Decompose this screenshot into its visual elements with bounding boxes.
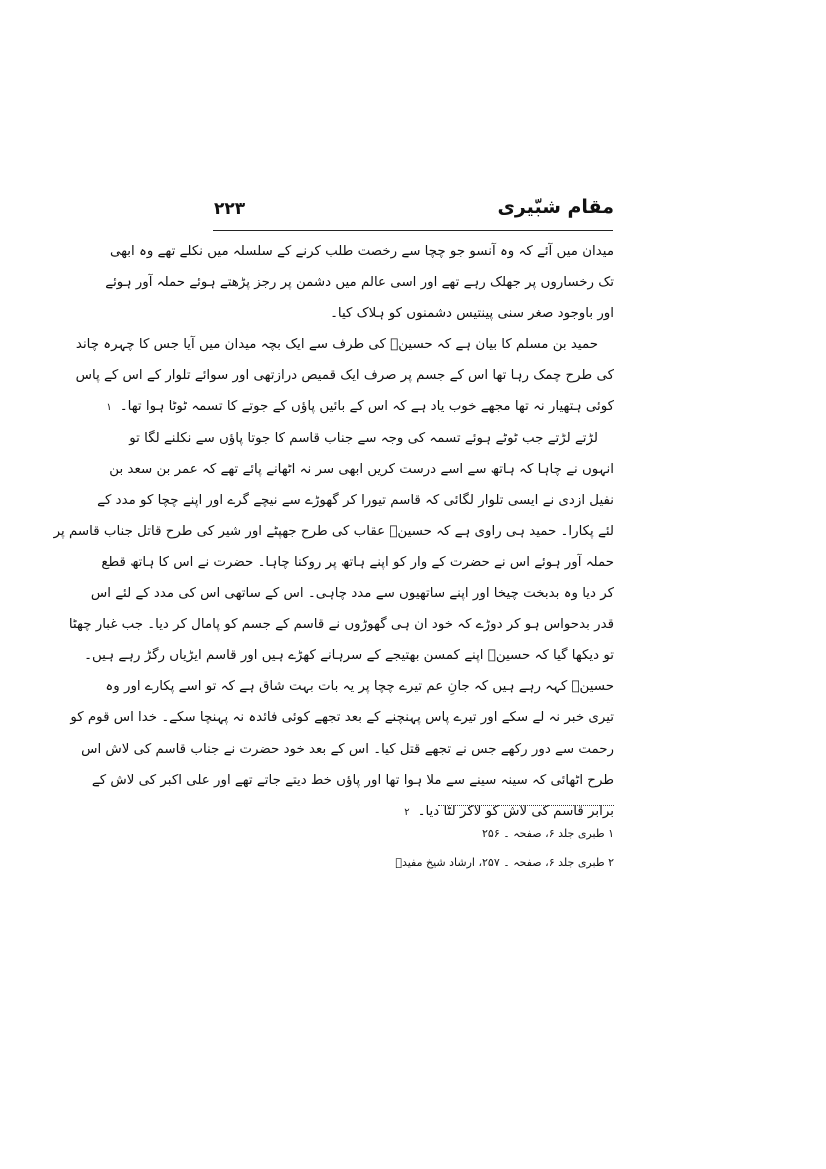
- text-line: تیری خبر نہ لے سکے اور تیرے پاس پہنچنے کے بعد تجھے کوئی فائدہ نہ پہنچا سکے۔ خدا اس قوم کو: [70, 710, 614, 726]
- text-line: حسینؑ کہہ رہے ہیں کہ جانِ عم تیرے چچا پر یہ بات بہت شاق ہے کہ تو اسے پکارے اور وہ: [105, 679, 614, 695]
- footnote-reference-2: ۲: [404, 806, 410, 818]
- text-line-content: برابر قاسم کی لاش کو لاکر لٹا دیا۔: [417, 803, 614, 819]
- text-line: لئے پکارا۔ حمید ہی راوی ہے کہ حسینؑ عقاب کی طرح جھپٹے اور شیر کی طرح قاتل جناب قاسم پر: [53, 523, 614, 539]
- text-line: تو دیکھا گیا کہ حسینؑ اپنے کمسن بھتیجے کے سرہانے کھڑے ہیں اور قاسم ایڑیاں رگڑ رہے ہیں۔: [84, 648, 614, 664]
- page-number: ۲۲۳: [214, 199, 246, 219]
- text-line: رحمت سے دور رکھے جس نے تجھے قتل کیا۔ اس کے بعد خود حضرت نے جناب قاسم کی لاش اس: [81, 741, 614, 757]
- text-line: حمید بن مسلم کا بیان ہے کہ حسینؑ کی طرف سے ایک بچہ میدان میں آیا جس کا چہرہ چاند: [75, 337, 598, 353]
- footnote-divider: [438, 805, 614, 806]
- text-line: قدر بدحواس ہو کر دوڑے کہ خود ان ہی گھوڑوں نے قاسم کے جسم کو پامال کر دیا۔ جب غبار چھٹا: [68, 617, 614, 633]
- text-line: حملہ آور ہوئے اس نے حضرت کے وار کو اپنے ہاتھ پر روکنا چاہا۔ حضرت نے اس کا ہاتھ قطع: [101, 554, 614, 570]
- text-line-content: کوئی ہتھیار نہ تھا مجھے خوب یاد ہے کہ اس کے بائیں پاؤں کے جوتے کا تسمہ ٹوٹا ہوا تھا۔: [119, 399, 614, 415]
- text-line: نفیل ازدی نے ایسی تلوار لگائی کہ قاسم تیورا کر گھوڑے سے نیچے گرے اور اپنے چچا کو مدد کے: [97, 492, 614, 508]
- footnote-1: ۱ طبری جلد ۶، صفحہ ۔ ۲۵۶: [482, 827, 614, 840]
- text-line-with-reference: [106, 391, 614, 422]
- text-line: کر دیا وہ بدبخت چیخا اور اپنے ساتھیوں سے مدد چاہی۔ اس کے ساتھی اس کی مدد کے لئے اس: [90, 586, 614, 602]
- footnote-reference-1: ۱: [106, 402, 112, 414]
- text-line: تک رخساروں پر جھلک رہے تھے اور اسی عالم میں دشمن پر رجز پڑھتے ہوئے حملہ آور ہوئے: [105, 275, 614, 291]
- body-text: [53, 236, 614, 819]
- text-line: میدان میں آئے کہ وہ آنسو جو چچا سے رخصت طلب کرنے کے سلسلہ میں نکلے تھے وہ ابھی: [109, 244, 614, 259]
- text-line-with-reference: [213, 796, 614, 827]
- page-title: مقام شبّیری: [497, 196, 614, 218]
- header-divider: [213, 230, 613, 231]
- text-line: طرح اٹھائی کہ سینہ سینے سے ملا ہوا تھا اور پاؤں خط دیتے جاتے تھے اور علی اکبر کی لاش کے: [91, 772, 614, 788]
- text-line: انہوں نے چاہا کہ ہاتھ سے اسے درست کریں ابھی سر نہ اٹھانے پائے تھے کہ عمر بن سعد بن: [109, 461, 614, 477]
- text-line: کی طرح چمک رہا تھا اس کے جسم پر صرف ایک قمیص درازتھی اور سوائے تلوار کے اس کے پاس: [75, 368, 614, 384]
- text-line: لڑتے لڑتے جب ٹوٹے ہوئے تسمہ کی وجہ سے جناب قاسم کا جوتا پاؤں سے نکلنے لگا تو: [129, 430, 598, 446]
- footnote-2: ۲ طبری جلد ۶، صفحہ ۔ ۲۵۷، ارشاد شیخ مفیدؒ: [395, 856, 614, 869]
- text-line: اور باوجود صغر سنی پینتیس دشمنوں کو ہلاک کیا۔: [330, 306, 614, 322]
